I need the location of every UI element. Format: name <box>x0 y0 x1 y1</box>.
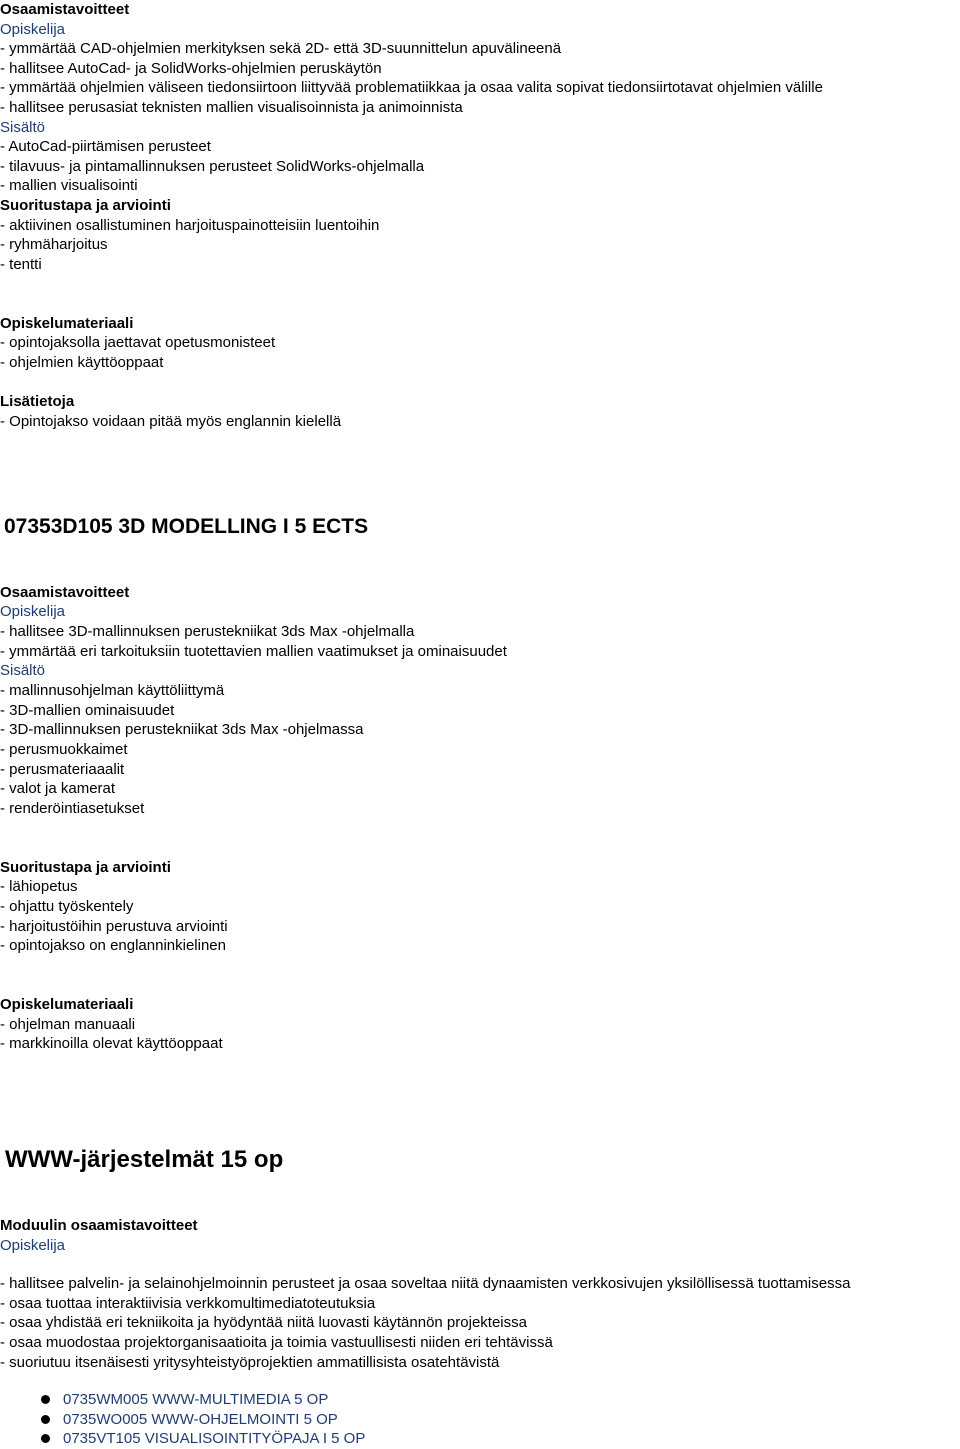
section-heading-osaamistavoitteet: Osaamistavoitteet <box>0 1 130 18</box>
label-opiskelija: Opiskelija <box>0 1237 66 1254</box>
material-line: - markkinoilla olevat käyttöoppaat <box>0 1035 223 1052</box>
goal-line: - hallitsee 3D-mallinnuksen perustekniikat 3ds Max -ohjelmalla <box>0 623 415 640</box>
material-line: - ohjelmien käyttöoppaat <box>0 354 164 371</box>
goal-line: - ymmärtää ohjelmien väliseen tiedonsiirtoon liittyvää problematiikkaa ja osaa valita sopivat tiedonsiirtotavat ohjelmien välille <box>0 79 823 96</box>
module-title: WWW-järjestelmät 15 op <box>5 1146 284 1173</box>
assessment-line: - harjoitustöihin perustuva arviointi <box>0 918 228 935</box>
bullet-icon <box>41 1415 50 1424</box>
section-heading-sisalto: Sisältö <box>0 662 46 679</box>
content-line: - 3D-mallien ominaisuudet <box>0 702 175 719</box>
extra-info-line: - Opintojakso voidaan pitää myös englannin kielellä <box>0 413 342 430</box>
content-line: - perusmuokkaimet <box>0 741 128 758</box>
course-link[interactable]: 0735WM005 WWW-MULTIMEDIA 5 OP <box>63 1391 329 1408</box>
goal-line: - hallitsee perusasiat teknisten mallien visualisoinnista ja animoinnista <box>0 99 463 116</box>
list-item <box>0 1390 365 1410</box>
content-line: - 3D-mallinnuksen perustekniikat 3ds Max -ohjelmassa <box>0 721 364 738</box>
course-link[interactable]: 0735VT105 VISUALISOINTITYÖPAJA I 5 OP <box>63 1430 366 1447</box>
label-opiskelija: Opiskelija <box>0 603 66 620</box>
label-opiskelija: Opiskelija <box>0 20 66 38</box>
goal-line: - osaa yhdistää eri tekniikoita ja hyödyntää niitä luovasti käytännön projekteissa <box>0 1314 527 1331</box>
section-heading-sisalto: Sisältö <box>0 119 46 136</box>
course-link[interactable]: 0735WO005 WWW-OHJELMOINTI 5 OP <box>63 1410 338 1428</box>
goal-line: - suoriutuu itsenäisesti yritysyhteistyöprojektien ammatillisista osatehtävistä <box>0 1354 500 1371</box>
bullet-icon <box>41 1395 50 1404</box>
content-line: - tilavuus- ja pintamallinnuksen perusteet SolidWorks-ohjelmalla <box>0 158 425 175</box>
material-line: - opintojaksolla jaettavat opetusmonisteet <box>0 334 276 351</box>
section-heading-lisatietoja: Lisätietoja <box>0 393 75 410</box>
module-course-list <box>0 1390 365 1449</box>
section-heading-moduulin-osaamistavoitteet: Moduulin osaamistavoitteet <box>0 1217 198 1234</box>
goal-line: - ymmärtää CAD-ohjelmien merkityksen sekä 2D- että 3D-suunnittelun apuvälineenä <box>0 40 562 57</box>
assessment-line: - aktiivinen osallistuminen harjoituspainotteisiin luentoihin <box>0 217 380 234</box>
section-heading-osaamistavoitteet: Osaamistavoitteet <box>0 584 130 601</box>
section-heading-suoritustapa: Suoritustapa ja arviointi <box>0 197 171 214</box>
material-line: - ohjelman manuaali <box>0 1016 136 1033</box>
assessment-line: - opintojakso on englanninkielinen <box>0 937 226 954</box>
goal-line: - hallitsee palvelin- ja selainohjelmoinnin perusteet ja osaa soveltaa niitä dynaamisten verkkosivujen yksilöllisessä tuottamisessa <box>0 1275 851 1292</box>
goal-line: - ymmärtää eri tarkoituksiin tuotettavien mallien vaatimukset ja ominaisuudet <box>0 643 507 660</box>
bullet-icon <box>41 1434 50 1443</box>
content-line: - mallinnusohjelman käyttöliittymä <box>0 682 225 699</box>
section-heading-opiskelumateriaali: Opiskelumateriaali <box>0 996 134 1013</box>
assessment-line: - ryhmäharjoitus <box>0 236 108 253</box>
assessment-line: - tentti <box>0 256 42 273</box>
section-heading-opiskelumateriaali: Opiskelumateriaali <box>0 315 134 332</box>
section-heading-suoritustapa: Suoritustapa ja arviointi <box>0 859 171 876</box>
content-line: - AutoCad-piirtämisen perusteet <box>0 138 211 155</box>
list-item <box>0 1429 365 1449</box>
assessment-line: - lähiopetus <box>0 878 78 895</box>
content-line: - renderöintiasetukset <box>0 800 145 817</box>
goal-line: - osaa tuottaa interaktiivisia verkkomultimediatoteutuksia <box>0 1295 376 1312</box>
goal-line: - osaa muodostaa projektorganisaatioita ja toimia vastuullisesti niiden eri tehtävissä <box>0 1334 553 1351</box>
assessment-line: - ohjattu työskentely <box>0 898 134 915</box>
content-line: - valot ja kamerat <box>0 780 116 797</box>
content-line: - mallien visualisointi <box>0 177 138 194</box>
goal-line: - hallitsee AutoCad- ja SolidWorks-ohjelmien peruskäytön <box>0 60 382 77</box>
course-title: 07353D105 3D MODELLING I 5 ECTS <box>4 515 369 538</box>
list-item <box>0 1410 365 1430</box>
content-line: - perusmateriaaalit <box>0 761 125 778</box>
